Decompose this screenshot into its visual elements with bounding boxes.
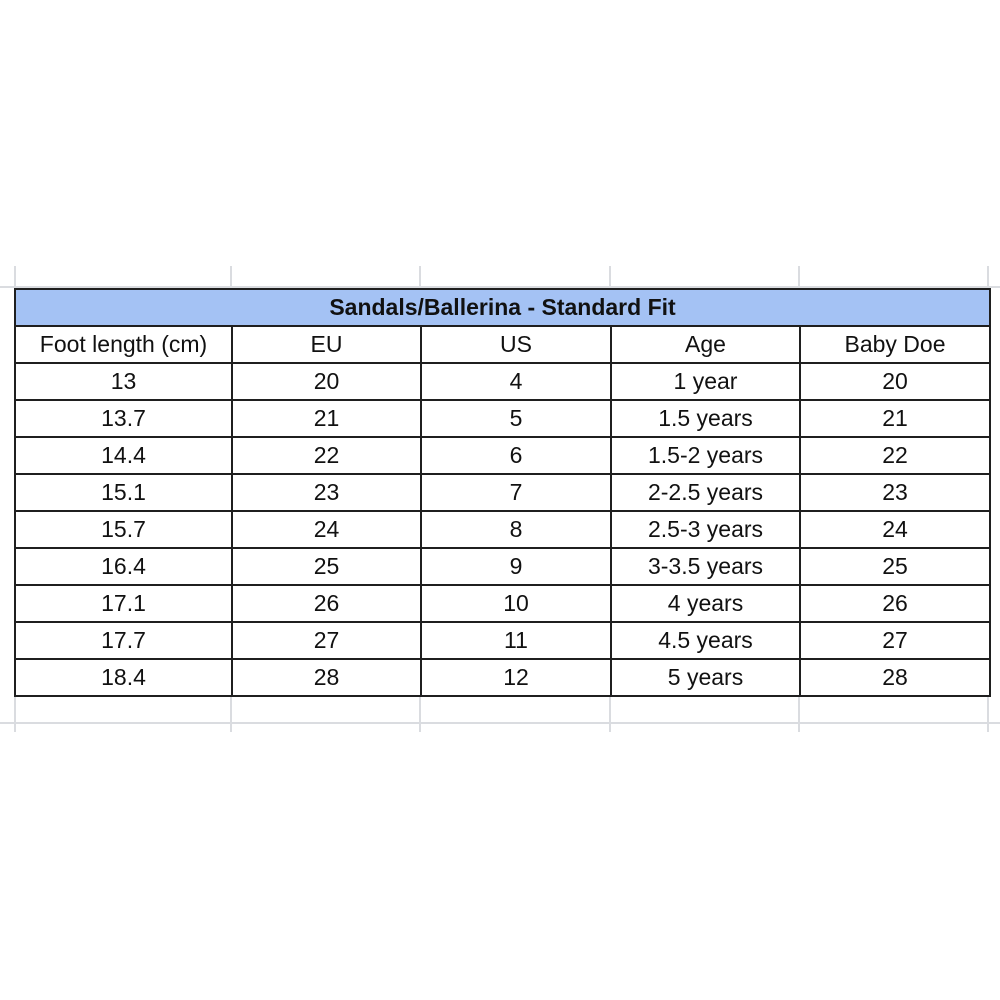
cell-age[interactable]: 4 years [611, 585, 800, 622]
cell-foot-length[interactable]: 14.4 [15, 437, 232, 474]
cell-age[interactable]: 2-2.5 years [611, 474, 800, 511]
cell-baby-doe[interactable]: 25 [800, 548, 990, 585]
size-chart-table [14, 288, 991, 697]
cell-foot-length[interactable]: 13.7 [15, 400, 232, 437]
table-row [15, 363, 990, 400]
cell-us[interactable]: 11 [421, 622, 611, 659]
cell-eu[interactable]: 26 [232, 585, 421, 622]
cell-baby-doe[interactable]: 24 [800, 511, 990, 548]
cell-us[interactable]: 5 [421, 400, 611, 437]
header-baby-doe[interactable]: Baby Doe [800, 326, 990, 363]
cell-baby-doe[interactable]: 21 [800, 400, 990, 437]
header-row [15, 326, 990, 363]
table-row [15, 548, 990, 585]
header-foot-length[interactable]: Foot length (cm) [15, 326, 232, 363]
cell-eu[interactable]: 27 [232, 622, 421, 659]
table-row [15, 622, 990, 659]
cell-eu[interactable]: 21 [232, 400, 421, 437]
cell-baby-doe[interactable]: 28 [800, 659, 990, 696]
table-body [15, 363, 990, 696]
cell-eu[interactable]: 23 [232, 474, 421, 511]
cell-baby-doe[interactable]: 20 [800, 363, 990, 400]
header-eu[interactable]: EU [232, 326, 421, 363]
cell-baby-doe[interactable]: 26 [800, 585, 990, 622]
cell-us[interactable]: 10 [421, 585, 611, 622]
title-row [15, 289, 990, 326]
cell-baby-doe[interactable]: 22 [800, 437, 990, 474]
table-row [15, 511, 990, 548]
table-row [15, 474, 990, 511]
header-age[interactable]: Age [611, 326, 800, 363]
cell-us[interactable]: 12 [421, 659, 611, 696]
cell-us[interactable]: 8 [421, 511, 611, 548]
cell-foot-length[interactable]: 15.7 [15, 511, 232, 548]
table-row [15, 659, 990, 696]
cell-eu[interactable]: 22 [232, 437, 421, 474]
cell-foot-length[interactable]: 17.7 [15, 622, 232, 659]
cell-baby-doe[interactable]: 27 [800, 622, 990, 659]
cell-us[interactable]: 9 [421, 548, 611, 585]
cell-age[interactable]: 5 years [611, 659, 800, 696]
cell-us[interactable]: 6 [421, 437, 611, 474]
grid-row-line [0, 722, 1000, 724]
cell-foot-length[interactable]: 16.4 [15, 548, 232, 585]
cell-foot-length[interactable]: 15.1 [15, 474, 232, 511]
cell-us[interactable]: 4 [421, 363, 611, 400]
cell-foot-length[interactable]: 17.1 [15, 585, 232, 622]
table-title[interactable]: Sandals/Ballerina - Standard Fit [15, 289, 990, 326]
table-row [15, 400, 990, 437]
cell-eu[interactable]: 24 [232, 511, 421, 548]
cell-eu[interactable]: 28 [232, 659, 421, 696]
cell-foot-length[interactable]: 18.4 [15, 659, 232, 696]
table-row [15, 585, 990, 622]
cell-age[interactable]: 1.5-2 years [611, 437, 800, 474]
cell-eu[interactable]: 20 [232, 363, 421, 400]
cell-age[interactable]: 1.5 years [611, 400, 800, 437]
cell-age[interactable]: 2.5-3 years [611, 511, 800, 548]
table-row [15, 437, 990, 474]
header-us[interactable]: US [421, 326, 611, 363]
cell-baby-doe[interactable]: 23 [800, 474, 990, 511]
cell-eu[interactable]: 25 [232, 548, 421, 585]
cell-foot-length[interactable]: 13 [15, 363, 232, 400]
cell-age[interactable]: 4.5 years [611, 622, 800, 659]
cell-us[interactable]: 7 [421, 474, 611, 511]
cell-age[interactable]: 3-3.5 years [611, 548, 800, 585]
cell-age[interactable]: 1 year [611, 363, 800, 400]
